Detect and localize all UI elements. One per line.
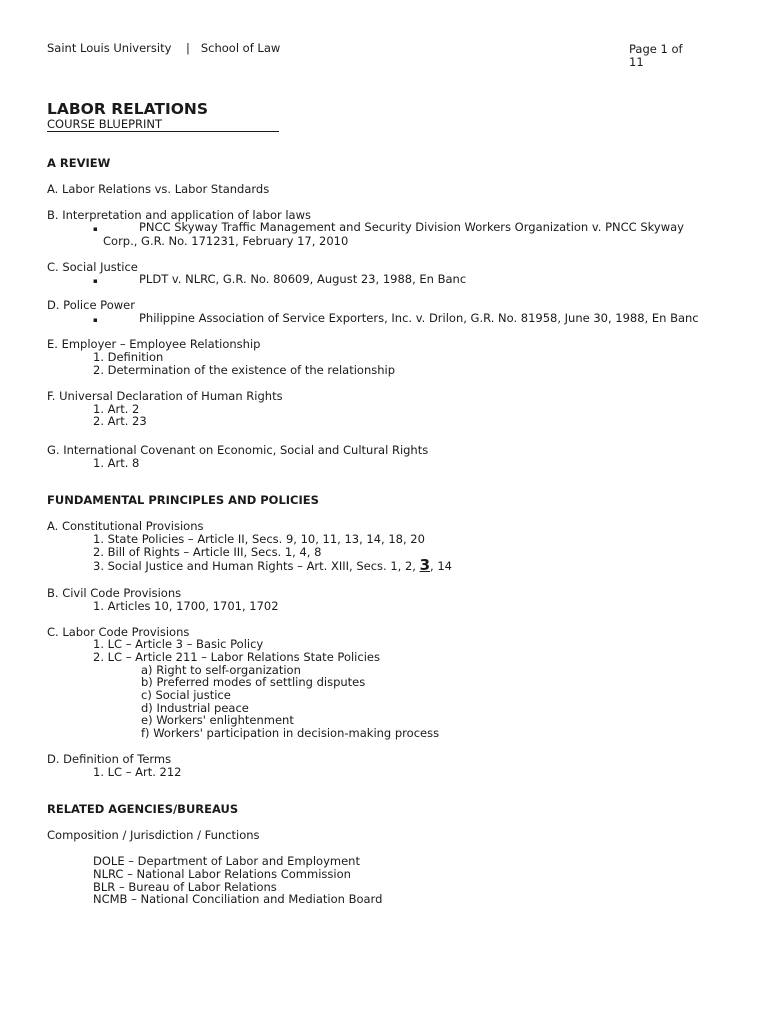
agency-item: NCMB – National Conciliation and Mediation Board <box>93 892 383 906</box>
list-item: 2. LC – Article 211 – Labor Relations State Policies <box>93 650 380 664</box>
fundamental-item-a: A. Constitutional Provisions <box>47 519 204 533</box>
list-item: 1. LC – Article 3 – Basic Policy <box>93 637 264 651</box>
review-item-a: A. Labor Relations vs. Labor Standards <box>47 182 270 196</box>
list-item: 1. Definition <box>93 350 164 364</box>
case-citation: Philippine Association of Service Exporters, Inc. v. Drilon, G.R. No. 81958, June 30, 1988, En Banc <box>139 311 699 325</box>
list-item: 3. Social Justice and Human Rights – Art. XIII, Secs. 1, 2, 3, 14 <box>93 556 452 574</box>
sub-list-item: a) Right to self-organization <box>141 663 301 677</box>
review-item-e: E. Employer – Employee Relationship <box>47 337 261 351</box>
case-citation-continued: Corp., G.R. No. 171231, February 17, 2010 <box>103 234 349 248</box>
emphasized-number: 3 <box>419 556 431 574</box>
review-item-g: G. International Covenant on Economic, Social and Cultural Rights <box>47 443 429 457</box>
list-item: 1. Art. 8 <box>93 456 140 470</box>
bullet-icon: ▪ <box>93 277 98 285</box>
review-item-d: D. Police Power <box>47 298 135 312</box>
sub-list-item: d) Industrial peace <box>141 701 249 715</box>
agency-item: BLR – Bureau of Labor Relations <box>93 880 277 894</box>
section-heading-review: A REVIEW <box>47 156 111 170</box>
agency-item: NLRC – National Labor Relations Commission <box>93 867 351 881</box>
list-item: 1. Art. 2 <box>93 402 140 416</box>
list-item: 1. LC – Art. 212 <box>93 765 182 779</box>
section-heading-fundamental: FUNDAMENTAL PRINCIPLES AND POLICIES <box>47 493 319 507</box>
case-citation: PNCC Skyway Traffic Management and Security Division Workers Organization v. PNCC Skyway <box>139 220 684 234</box>
review-item-c: C. Social Justice <box>47 260 138 274</box>
sub-list-item: b) Preferred modes of settling disputes <box>141 675 366 689</box>
bullet-icon: ▪ <box>93 225 98 233</box>
sub-list-item: e) Workers' enlightenment <box>141 713 294 727</box>
list-item: 2. Art. 23 <box>93 414 147 428</box>
list-item: 1. State Policies – Article II, Secs. 9, 10, 11, 13, 14, 18, 20 <box>93 532 425 546</box>
list-item: 2. Determination of the existence of the relationship <box>93 363 396 377</box>
fundamental-item-d: D. Definition of Terms <box>47 752 172 766</box>
agency-item: DOLE – Department of Labor and Employment <box>93 854 360 868</box>
review-item-f: F. Universal Declaration of Human Rights <box>47 389 283 403</box>
header-page-number: Page 1 of 11 <box>629 42 683 69</box>
sub-list-item: c) Social justice <box>141 688 231 702</box>
document-subtitle: COURSE BLUEPRINT <box>47 118 279 132</box>
review-item-b: B. Interpretation and application of labor laws <box>47 208 312 222</box>
sub-list-item: f) Workers' participation in decision-making process <box>141 726 440 740</box>
agencies-intro: Composition / Jurisdiction / Functions <box>47 828 260 842</box>
document-title: LABOR RELATIONS <box>47 100 209 118</box>
section-heading-agencies: RELATED AGENCIES/BUREAUS <box>47 802 239 816</box>
bullet-icon: ▪ <box>93 316 98 324</box>
fundamental-item-c: C. Labor Code Provisions <box>47 625 190 639</box>
list-item: 1. Articles 10, 1700, 1701, 1702 <box>93 599 279 613</box>
list-item: 2. Bill of Rights – Article III, Secs. 1, 4, 8 <box>93 545 322 559</box>
header-institution: Saint Louis University | School of Law <box>47 41 281 55</box>
fundamental-item-b: B. Civil Code Provisions <box>47 586 182 600</box>
case-citation: PLDT v. NLRC, G.R. No. 80609, August 23, 1988, En Banc <box>139 272 467 286</box>
